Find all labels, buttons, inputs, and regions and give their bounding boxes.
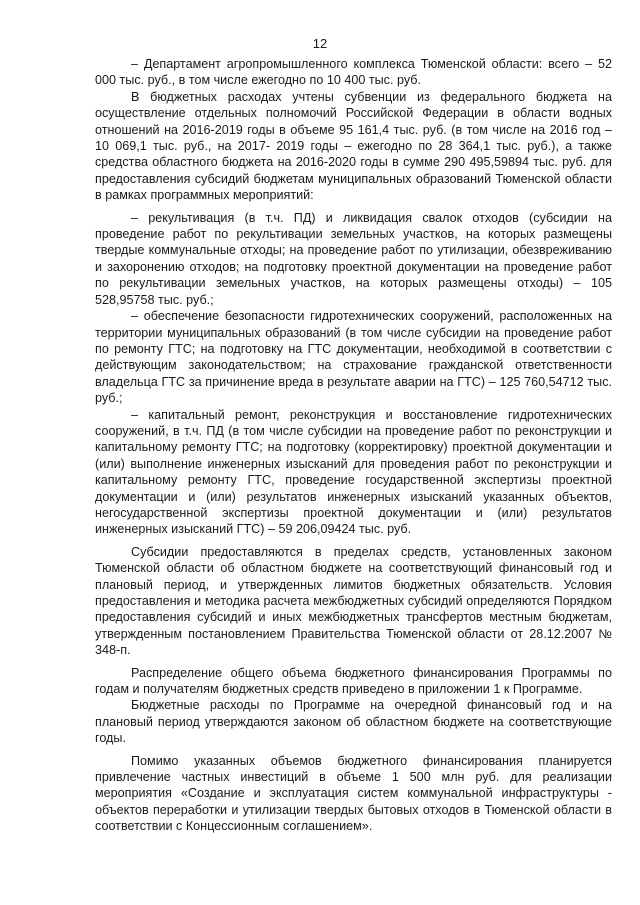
paragraph: Бюджетные расходы по Программе на очередной финансовый год и на плановый период утверждаются законом об областном бюджете на соответствующие годы. (95, 698, 612, 746)
list-item: – рекультивация (в т.ч. ПД) и ликвидация свалок отходов (субсидии на проведение работ по рекультивации земельных участков, на которых размещены твердые коммунальные отходы; на проведение работ по утилизации, обезвреживанию и захоронению отходов; на подготовку проектной документации на проведение работ по рекультивации земельных участков, на которых размещены отходы) – 105 528,95758 тыс. руб.; (95, 210, 612, 307)
paragraph: Распределение общего объема бюджетного финансирования Программы по годам и получателям бюджетных средств приведено в приложении 1 к Программе. (95, 665, 612, 697)
paragraph: Субсидии предоставляются в пределах средств, установленных законом Тюменской области об областном бюджете на соответствующий финансовый год и плановый период, и утвержденных лимитов бюджетных обязательств. Условия предоставления и методика расчета межбюджетных субсидий определяются Порядком предоставления субсидий и иных межбюджетных трансфертов местным бюджетам, утвержденным постановлением Правительства Тюменской области от 28.12.2007 № 348-п. (95, 544, 612, 658)
list-item: – обеспечение безопасности гидротехнических сооружений, расположенных на территории муниципальных образований (в том числе субсидии на проведение работ по ремонту ГТС; на подготовку на ГТС документации, необходимой в соответствии с действующим законодательством; на страхование гражданской ответственности владельца ГТС за причинение вреда в результате аварии на ГТС) – 125 760,54712 тыс. руб.; (95, 309, 612, 406)
paragraph: Помимо указанных объемов бюджетного финансирования планируется привлечение частных инвестиций в объеме 1 500 млн руб. для реализации мероприятия «Создание и эксплуатация систем коммунальной инфраструктуры - объектов переработки и утилизации твердых бытовых отходов в Тюменской области в соответствии с Концессионным соглашением». (95, 753, 612, 834)
paragraph: – Департамент агропромышленного комплекса Тюменской области: всего – 52 000 тыс. руб., в том числе ежегодно по 10 400 тыс. руб. (95, 57, 612, 88)
page-number: 12 (312, 36, 328, 51)
document-body (95, 56, 612, 841)
paragraph: В бюджетных расходах учтены субвенции из федерального бюджета на осуществление отдельных полномочий Российской Федерации в области водных отношений на 2016-2019 годы в объеме 95 161,4 тыс. руб. (в том числе на 2016 год – 10 069,1 тыс. руб., на 2017- 2019 годы – ежегодно по 28 364,1 тыс. руб.), а также средства областного бюджета на 2016-2020 годы в сумме 290 495,59894 тыс. руб. для предоставления субсидий бюджетам муниципальных образований Тюменской области в рамках программных мероприятий: (95, 89, 612, 203)
list-item: – капитальный ремонт, реконструкция и восстановление гидротехнических сооружений, в т.ч. ПД (в том числе субсидии на проведение работ по реконструкции и капитальному ремонту ГТС; на подготовку (корректировку) проектной документации и (или) выполнение инженерных изысканий для проведения работ по реконструкции и капитальному ремонту ГТС, проведение государственной экспертизы проектной документации и (или) результатов инженерных изысканий указанных объектов, негосударственной экспертизы проектной документации и (или) результатов инженерных изысканий ГТС) – 59 206,09424 тыс. руб. (95, 407, 612, 537)
